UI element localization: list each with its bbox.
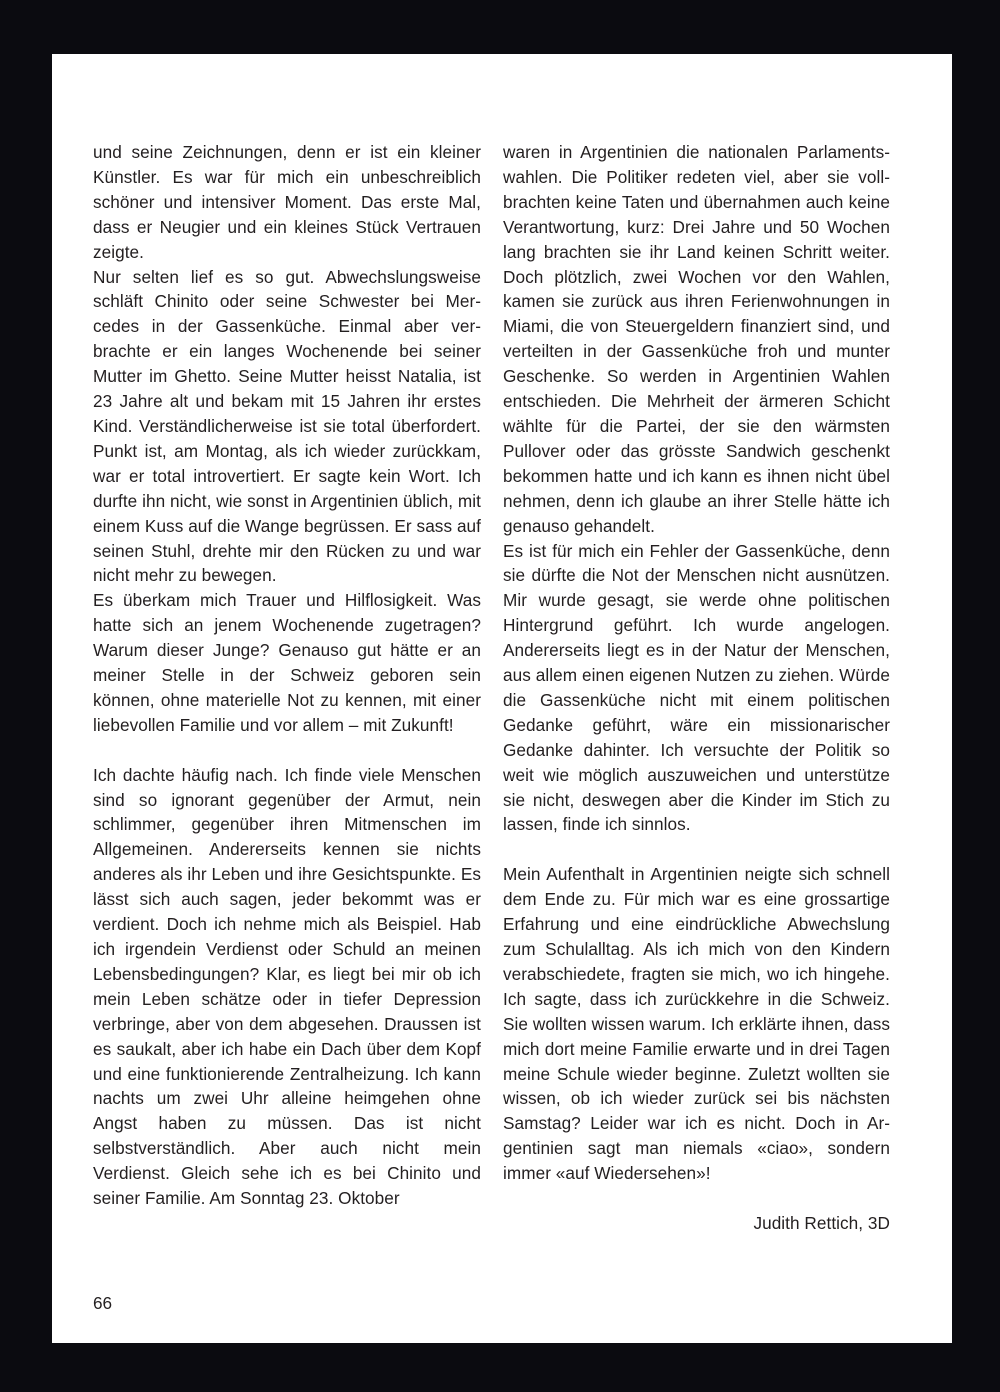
- paragraph-sadness: Es überkam mich Trauer und Hilflosigkeit. Was hatte sich an jenem Wochenende zugetragen? Warum dieser Junge? Genauso gut hätte er an meiner Stelle in der Schweiz geboren sein können, ohne materielle Not zu kennen, mit einer liebevollen Familie und vor allem – mit Zukunft!: [93, 590, 481, 735]
- document-page: [52, 54, 952, 1343]
- paragraph-soup-kitchen-politics: Es ist für mich ein Fehler der Gassenküche, denn sie dürfte die Not der Menschen nicht ausnützen. Mir wurde gesagt, sie werde ohne politischen Hintergrund geführt. Ich wurde angelogen. Andererseits liegt es in der Natur der Menschen, aus allem einen eigenen Nutzen zu ziehen. Würde die Gassenküche nicht mit einem politischen Gedanke geführt, wäre ein missionarischer Gedanke dahinter. Ich versuchte der Politik so weit wie möglich auszuweichen und unterstütze sie nicht, deswegen aber die Kinder im Stich zu lassen, finde ich sinnlos.: [503, 540, 890, 835]
- paragraph-weekend-ghetto: Nur selten lief es so gut. Abwechslungsweise schläft Chinito oder seine Schwester bei Mercedes in der Gassenküche. Einmal aber verbrachte er ein langes Wochenende bei seiner Mutter im Ghetto. Seine Mutter heisst Natalia, ist 23 Jahre alt und bekam mit 15 Jahren ihr erstes Kind. Verständlicherweise ist sie total überfordert. Punkt ist, am Montag, als ich wieder zurückkam, war er total introvertiert. Er sagte kein Wort. Ich durfte ihn nicht, wie sonst in Argentinien üblich, mit einem Kuss auf die Wange begrüssen. Er sass auf seinen Stuhl, drehte mir den Rücken zu und war nicht mehr zu bewegen.: [93, 266, 481, 586]
- paragraph-farewell: Mein Aufenthalt in Argentinien neigte sich schnell dem Ende zu. Für mich war es eine grossartige Erfahrung und eine eindrückliche Abwechslung zum Schulalltag. Als ich mich von den Kindern verabschiedete, fragten sie mich, wo ich hingehe. Ich sagte, dass ich zurückkehre in die Schweiz. Sie wollten wissen warum. Ich erklärte ihnen, dass mich dort meine Familie erwarte und in drei Tagen meine Schule wieder beginne. Zuletzt wollten sie wissen, ob ich wieder zurück sei bis nächsten Samstag? Leider war ich es nicht. Doch in Argentinien sagt man niemals «ciao», sondern immer «auf Wiedersehen»!: [503, 864, 890, 1184]
- page-number: 66: [93, 1293, 113, 1313]
- right-column: [503, 140, 890, 1236]
- paragraph-drawings: und seine Zeichnungen, denn er ist ein kleiner Künstler. Es war für mich ein unbeschreiblich schöner und intensiver Moment. Das erste Mal, dass er Neugier und ein kleines Stück Vertrauen zeigte.: [93, 142, 481, 262]
- paragraph-reflection: Ich dachte häufig nach. Ich finde viele Menschen sind so ignorant gegenüber der Armut, nein schlimmer, gegenüber ihren Mitmenschen im Allgemeinen. Andererseits kennen sie nichts anderes als ihr Leben und ihre Gesichtspunkte. Es lässt sich auch sagen, jeder bekommt was er verdient. Doch ich nehme mich als Beispiel. Hab ich irgendein Verdienst oder Schuld an meinen Lebensbedingungen? Klar, es liegt bei mir ob ich mein Leben schätze oder in tiefer Depression verbringe, aber von dem abgesehen. Draussen ist es saukalt, aber ich habe ein Dach über dem Kopf und eine funktionierende Zentralheizung. Ich kann nachts um zwei Uhr alleine heimgehen ohne Angst haben zu müssen. Das ist nicht selbstverständlich. Aber auch nicht mein Verdienst. Gleich sehe ich es bei Chinito und seiner Familie. Am Sonntag 23. Oktober: [93, 764, 481, 1209]
- paragraph-elections: waren in Argentinien die nationalen Parlamentswahlen. Die Politiker redeten viel, aber sie vollbrachten keine Taten und übernahmen auch keine Verantwortung, kurz: Drei Jahre und 50 Wochen lang brachten sie ihr Land keinen Schritt weiter. Doch plötzlich, zwei Wochen vor den Wahlen, kamen sie zurück aus ihren Ferienwohnungen in Miami, die von Steuergeldern finanziert sind, und verteilten in der Gassenküche froh und munter Geschenke. So werden in Argentinien Wahlen entschieden. Die Mehrheit der ärmeren Schicht wählte für die Partei, der sie den wärmsten Pullover oder das grösste Sandwich geschenkt bekommen hatte und ich kann es ihnen nicht übel nehmen, denn ich glaube an ihrer Stelle hätte ich genauso gehandelt.: [503, 142, 890, 536]
- author-signature: Judith Rettich, 3D: [753, 1212, 890, 1233]
- left-column: [93, 140, 481, 1211]
